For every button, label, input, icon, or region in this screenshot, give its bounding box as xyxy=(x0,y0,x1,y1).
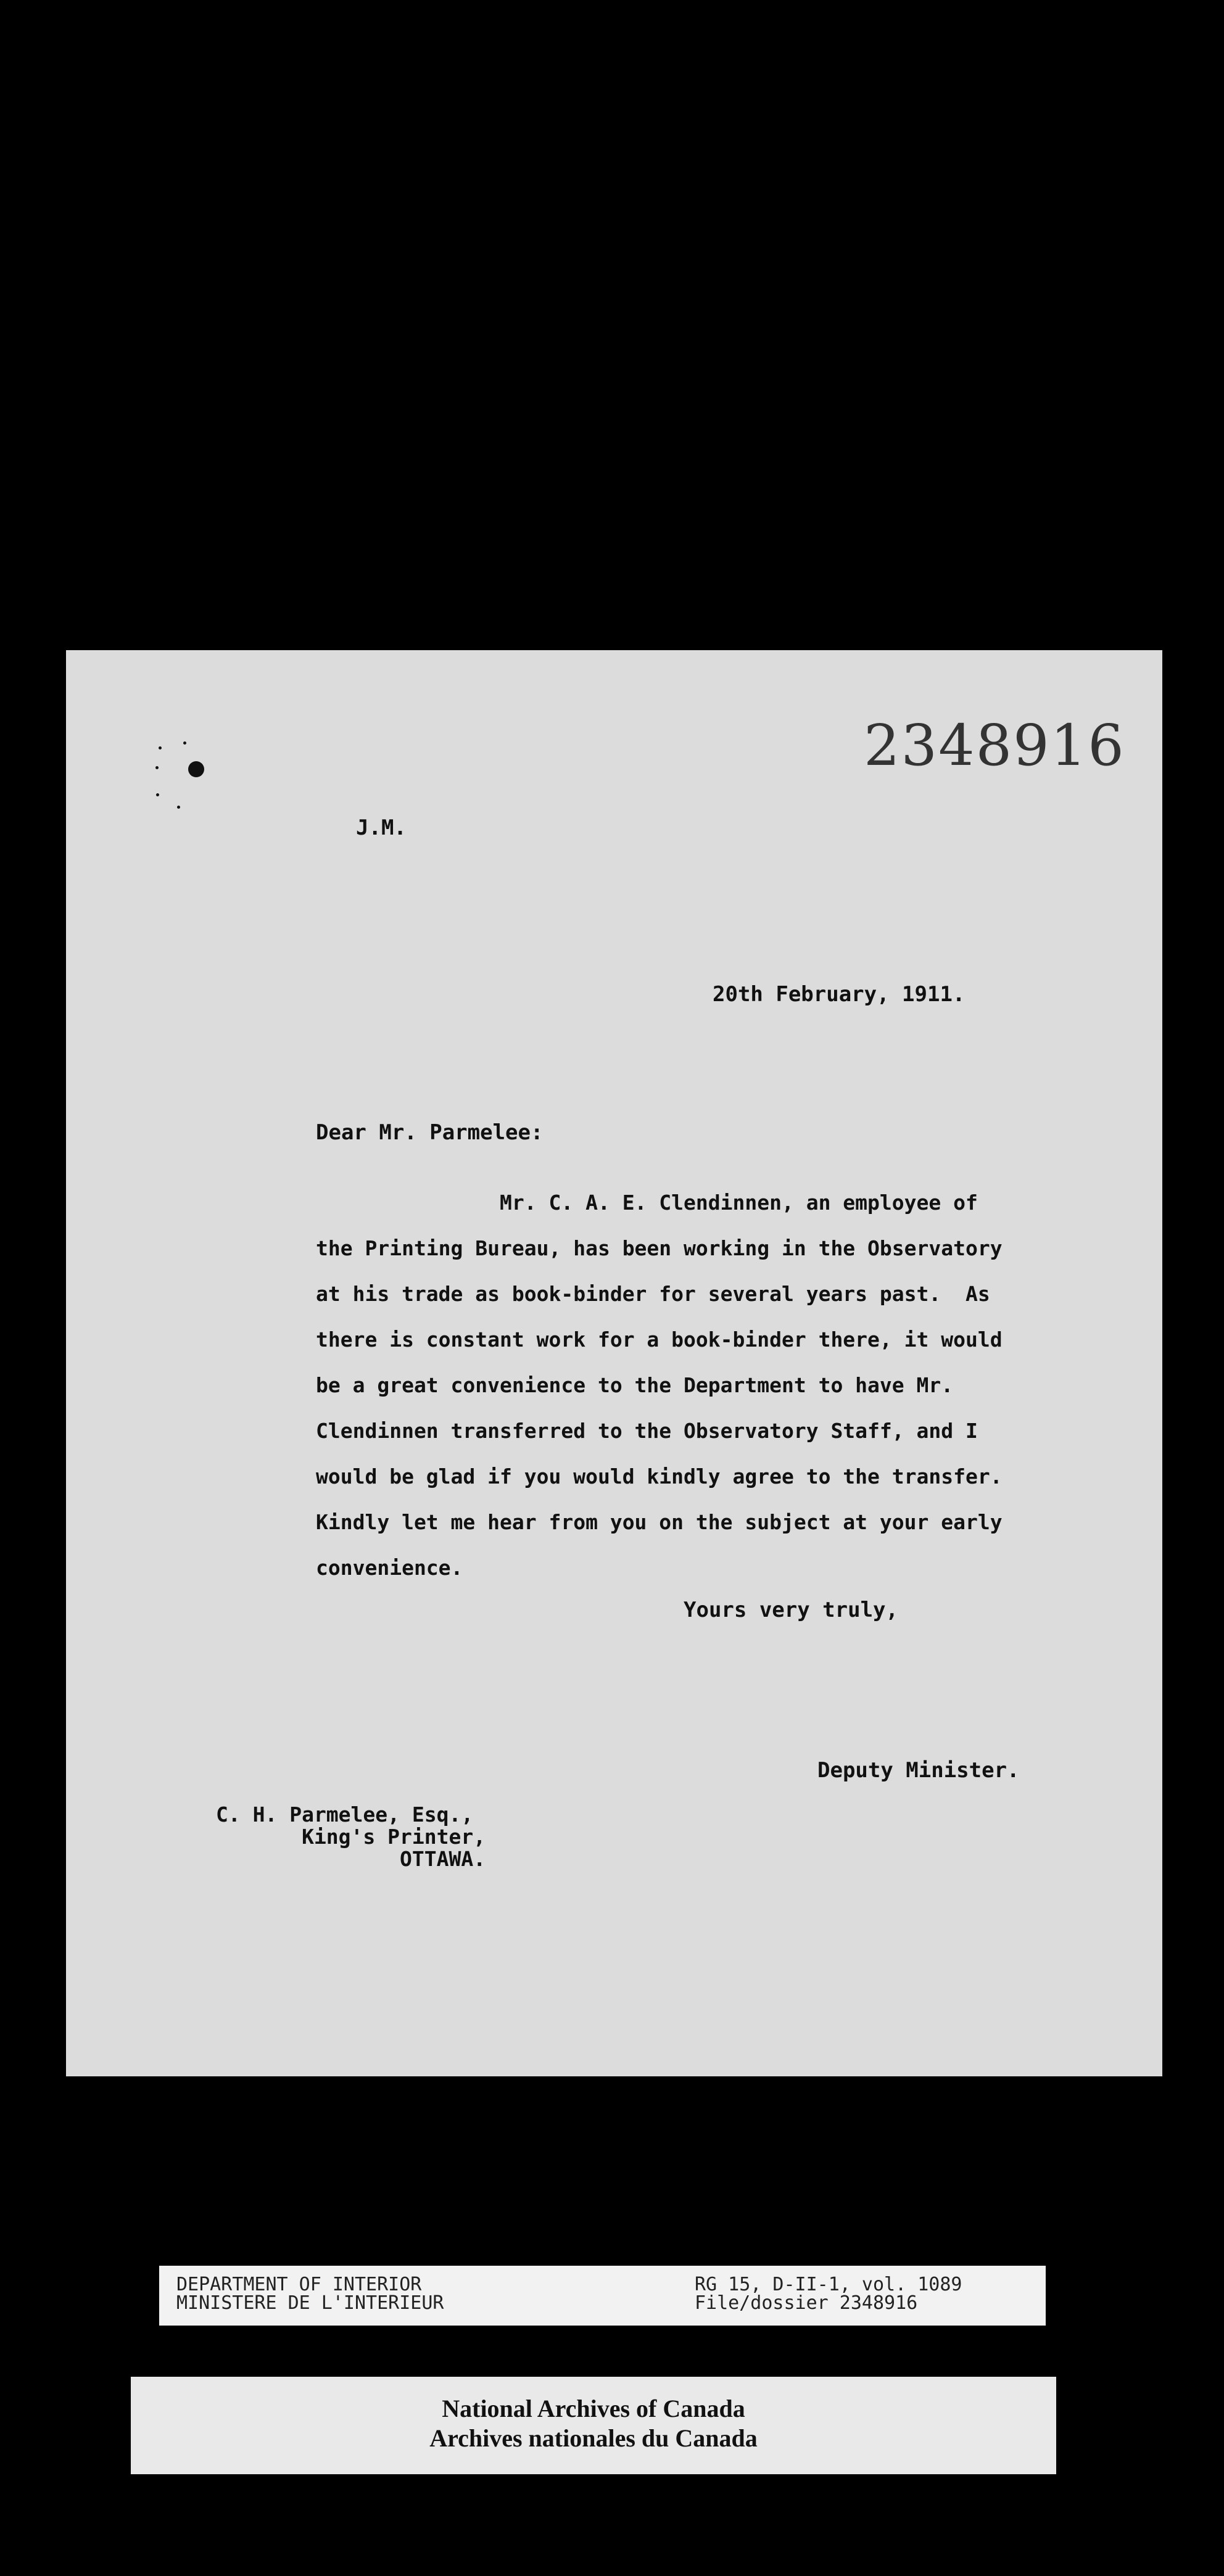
body-line: Mr. C. A. E. Clendinnen, an employee of xyxy=(316,1191,978,1215)
body-line: be a great convenience to the Department to have Mr. xyxy=(316,1373,954,1397)
closing: Yours very truly, xyxy=(684,1598,898,1622)
body-line: there is constant work for a book-binder there, it would xyxy=(316,1327,1003,1352)
body-line: the Printing Bureau, has been working in the Observatory xyxy=(316,1236,1003,1260)
body-line: Clendinnen transferred to the Observatory Staff, and I xyxy=(316,1419,978,1443)
punch-mark xyxy=(155,766,159,769)
punch-mark xyxy=(159,746,162,749)
archives-name-en: National Archives of Canada xyxy=(442,2395,745,2422)
address-line: C. H. Parmelee, Esq., xyxy=(216,1802,474,1827)
record-group: RG 15, D-II-1, vol. 1089 xyxy=(695,2274,962,2295)
body-line: convenience. xyxy=(316,1556,463,1580)
address-line: King's Printer, xyxy=(216,1825,486,1849)
initials: J.M. xyxy=(356,815,407,840)
file-dossier: File/dossier 2348916 xyxy=(695,2292,918,2314)
archives-name-fr: Archives nationales du Canada xyxy=(429,2424,758,2452)
punch-mark xyxy=(156,793,159,796)
punch-mark xyxy=(177,806,180,809)
letter-date: 20th February, 1911. xyxy=(713,982,966,1007)
file-number-stamp: 2348916 xyxy=(864,712,1125,778)
salutation: Dear Mr. Parmelee: xyxy=(316,1120,544,1145)
archives-banner xyxy=(131,2377,1056,2474)
signature-title: Deputy Minister. xyxy=(817,1758,1020,1783)
address-line: OTTAWA. xyxy=(216,1847,486,1871)
body-line: would be glad if you would kindly agree to the transfer. xyxy=(316,1464,1003,1488)
punch-mark xyxy=(188,761,204,777)
department-fr: MINISTERE DE L'INTERIEUR xyxy=(176,2292,444,2314)
department-label xyxy=(176,2276,444,2313)
body-line: Kindly let me hear from you on the subject at your early xyxy=(316,1510,1003,1534)
punch-mark xyxy=(183,741,186,745)
archive-reference-label xyxy=(159,2266,1046,2326)
reference-label xyxy=(695,2276,962,2313)
body-line: at his trade as book-binder for several years past. As xyxy=(316,1282,990,1306)
department-en: DEPARTMENT OF INTERIOR xyxy=(176,2274,422,2295)
